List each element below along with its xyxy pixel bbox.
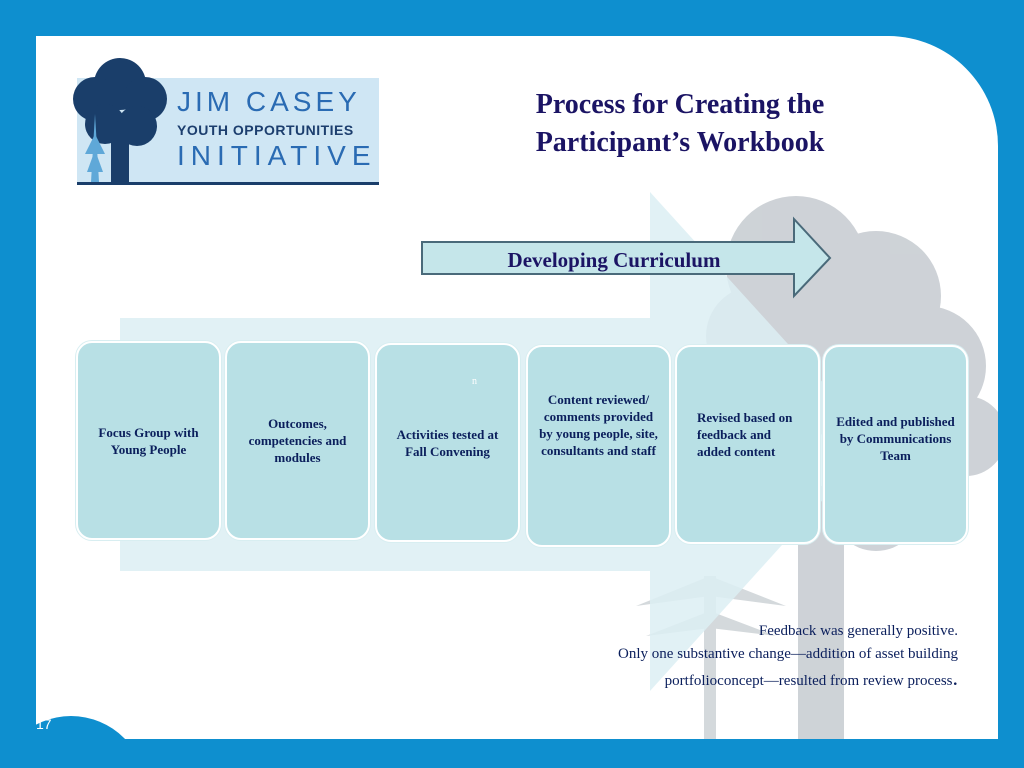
title-line1: Process for Creating the (535, 89, 825, 120)
step-box-1: Focus Group with Young People (76, 341, 221, 540)
stray-text: n (472, 376, 477, 387)
slide-number: 17 (36, 716, 52, 732)
logo-line2: YOUTH OPPORTUNITIES (177, 122, 354, 138)
feedback-line1: Feedback was generally positive. (758, 623, 958, 639)
slide-title (490, 86, 870, 162)
developing-curriculum-label: Developing Curriculum (507, 248, 721, 272)
feedback-line3-period: . (952, 665, 958, 690)
feedback-line2: Only one substantive change—addition of asset building (618, 646, 958, 662)
logo-line3: INITIATIVE (177, 140, 377, 171)
logo-line1: JIM CASEY (177, 86, 361, 117)
step-box-2: Outcomes, competencies and modules (225, 341, 370, 540)
feedback-line3 (540, 666, 958, 693)
step-box-5: Revised based on feedback and added content (675, 345, 820, 544)
step-box-6: Edited and published by Communications Team (823, 345, 968, 544)
title-line2: Participant’s Workbook (535, 127, 825, 158)
feedback-line3-text: portfolioconcept—resulted from review process (664, 673, 953, 689)
tree-logo-icon (65, 54, 175, 184)
step-box-4: Content reviewed/ comments provided by young people, site, consultants and staff (526, 345, 671, 547)
step-box-3: Activities tested at Fall Convening (375, 343, 520, 542)
feedback-note (540, 620, 958, 693)
jim-casey-logo (77, 78, 379, 185)
